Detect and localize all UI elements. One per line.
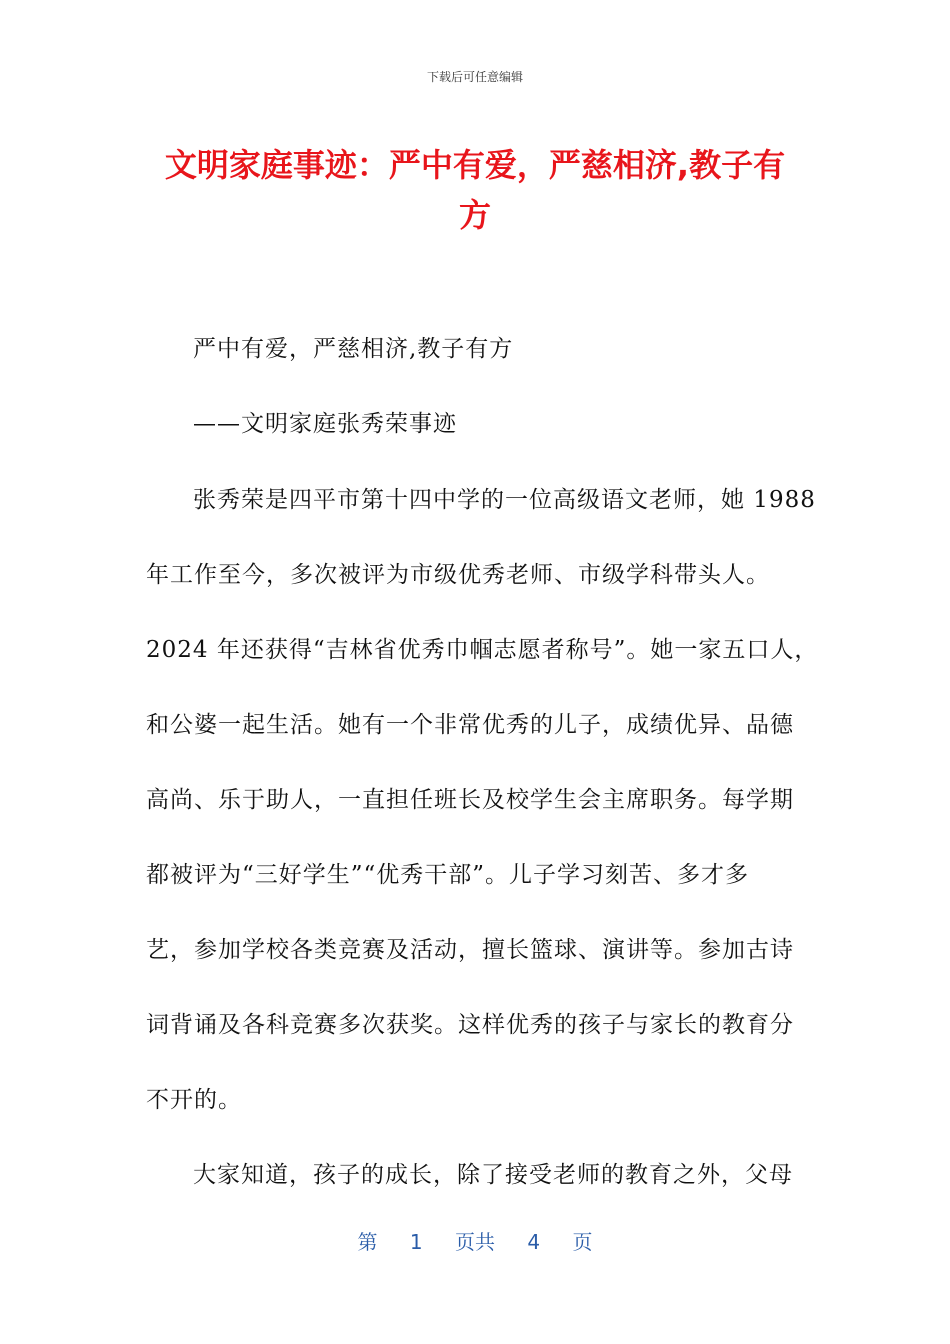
footer-prefix: 第 (357, 1230, 378, 1254)
paragraph-line: 高尚、乐于助人，一直担任班长及校学生会主席职务。每学期 (146, 787, 794, 813)
byline: ——文明家庭张秀荣事迹 (193, 411, 457, 437)
paragraph-line: 艺，参加学校各类竞赛及活动，擅长篮球、演讲等。参加古诗 (146, 937, 794, 963)
paragraph-line: 2024 年还获得“吉林省优秀巾帼志愿者称号”。她一家五口人， (146, 637, 819, 663)
page-footer (0, 1226, 950, 1255)
paragraph-line: 词背诵及各科竞赛多次获奖。这样优秀的孩子与家长的教育分 (146, 1012, 794, 1038)
paragraph-line: 都被评为“三好学生”“优秀干部”。儿子学习刻苦、多才多 (146, 862, 750, 888)
paragraph-line: 张秀荣是四平市第十四中学的一位高级语文老师，她 1988 (193, 487, 816, 513)
paragraph-line: 大家知道，孩子的成长，除了接受老师的教育之外，父母 (193, 1162, 793, 1188)
paragraph-line: 年工作至今，多次被评为市级优秀老师、市级学科带头人。 (146, 562, 770, 588)
title-line-2: 方 (458, 196, 491, 234)
paragraph-line: 不开的。 (146, 1087, 242, 1113)
current-page-number: 1 (409, 1230, 423, 1254)
subtitle: 严中有爱，严慈相济,教子有方 (193, 336, 514, 362)
footer-middle: 页共 (455, 1230, 495, 1254)
total-pages-number: 4 (527, 1230, 541, 1254)
header-note: 下载后可任意编辑 (426, 70, 523, 84)
paragraph-line: 和公婆一起生活。她有一个非常优秀的儿子，成绩优异、品德 (146, 712, 794, 738)
title-line-1: 文明家庭事迹：严中有爱，严慈相济,教子有 (164, 146, 786, 184)
document-title (140, 140, 810, 240)
footer-suffix: 页 (572, 1230, 593, 1254)
